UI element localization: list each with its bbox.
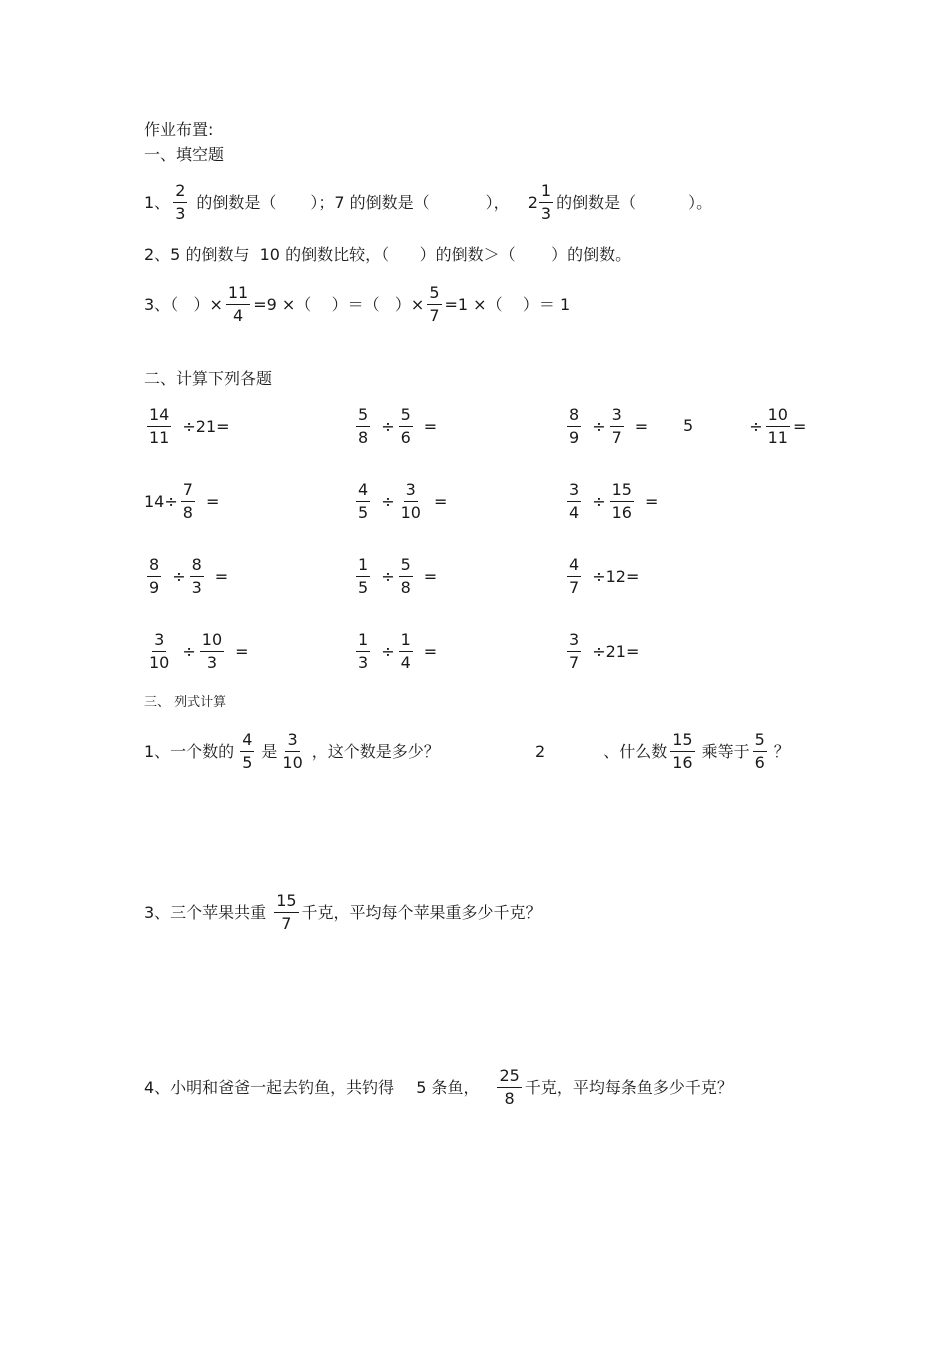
fraction: $\frac{8}{9}$ — [569, 405, 580, 447]
fraction: $\frac{14}{11}$ — [149, 405, 170, 447]
question-text: =1 ×（ ）＝ 1 — [444, 294, 571, 314]
division-operator: ÷21= — [592, 641, 640, 661]
calc-item-extra — [683, 406, 806, 447]
question-text: 是 — [261, 741, 278, 761]
fraction: $\frac{5}{8}$ — [358, 405, 369, 447]
calc-item — [353, 481, 447, 522]
fraction: $\frac{4}{5}$ — [358, 480, 369, 522]
question-text: ）。 — [688, 192, 713, 212]
word-problem-1 — [144, 731, 440, 772]
equals-sign: = — [423, 416, 438, 436]
division-operator: ÷ — [172, 566, 186, 586]
worksheet-title: 作业布置: — [144, 120, 214, 139]
fraction: $\frac{15}{16}$ — [611, 480, 632, 522]
division-operator: ÷ — [381, 641, 395, 661]
question-text: ？ — [773, 741, 790, 761]
word-problem-3 — [144, 892, 542, 933]
fraction: $\frac{3}{7}$ — [569, 630, 580, 672]
fraction: $\frac{15}{7}$ — [276, 891, 297, 933]
calc-item — [564, 556, 639, 597]
division-operator: ÷ — [749, 416, 763, 436]
question-text: =9 ×（ ）＝（ ）× — [253, 294, 425, 314]
calc-item — [144, 631, 249, 672]
equals-sign: = — [644, 491, 659, 511]
fraction: $\frac{3}{10}$ — [149, 630, 170, 672]
fraction: $\frac{10}{11}$ — [767, 405, 788, 447]
calc-item — [353, 406, 437, 447]
division-operator: ÷ — [592, 491, 606, 511]
calc-item — [144, 406, 230, 447]
equals-sign: = — [235, 641, 249, 661]
fraction: $\frac{4}{7}$ — [569, 555, 580, 597]
fraction: $\frac{15}{16}$ — [672, 730, 693, 772]
whole-number: 5 — [683, 415, 694, 435]
question-text: 3、三个苹果共重 — [144, 902, 267, 922]
section-1-title: 一、填空题 — [144, 145, 225, 164]
section-3-title: 三、 列式计算 — [144, 695, 227, 710]
calc-item — [144, 481, 219, 522]
calc-item — [564, 406, 648, 447]
fill-question-2: 2、5 的倒数与 10 的倒数比较，（ ）的倒数＞（ ）的倒数。 — [144, 245, 632, 264]
division-operator: ÷12= — [592, 566, 640, 586]
fraction: $\frac{3}{10}$ — [282, 730, 303, 772]
equals-sign: = — [433, 491, 448, 511]
expression-prefix: 14÷ — [144, 491, 178, 511]
calc-item — [353, 556, 437, 597]
fraction: $\frac{11}{4}$ — [227, 283, 249, 325]
question-number: 1、 — [144, 192, 171, 212]
equals-sign: = — [214, 566, 229, 586]
word-problem-2 — [535, 731, 790, 772]
question-text: 的倒数是（ — [196, 192, 277, 212]
division-operator: ÷ — [381, 491, 395, 511]
mixed-number-whole: 2 — [527, 192, 538, 212]
fraction: $\frac{10}{3}$ — [201, 630, 223, 672]
equals-sign: = — [634, 416, 649, 436]
question-text: ）， — [485, 192, 510, 212]
fraction: $\frac{8}{9}$ — [149, 555, 160, 597]
division-operator: ÷21= — [182, 416, 230, 436]
division-operator: ÷ — [381, 566, 395, 586]
question-text: 、什么数 — [603, 741, 668, 761]
fraction: $\frac{8}{3}$ — [191, 555, 202, 597]
fraction: $\frac{2}{3}$ — [175, 181, 186, 223]
question-text: 乘等于 — [701, 741, 750, 761]
fraction: $\frac{1}{5}$ — [358, 555, 369, 597]
section-2-title: 二、计算下列各题 — [144, 369, 273, 388]
fraction: $\frac{7}{8}$ — [182, 480, 193, 522]
question-text: 千克，平均每条鱼多少千克？ — [524, 1077, 733, 1097]
fraction: $\frac{5}{7}$ — [429, 283, 440, 325]
fraction: $\frac{4}{5}$ — [242, 730, 253, 772]
fill-question-3 — [144, 284, 570, 325]
question-text: ，这个数是多少？ — [311, 741, 440, 761]
equals-sign: = — [423, 641, 438, 661]
division-operator: ÷ — [381, 416, 395, 436]
calc-item — [564, 631, 639, 672]
word-problem-4 — [144, 1067, 733, 1108]
fraction: $\frac{5}{6}$ — [400, 405, 411, 447]
equals-sign: = — [205, 491, 220, 511]
question-text: 的倒数是（ — [556, 192, 637, 212]
fraction: $\frac{1}{3}$ — [540, 181, 552, 223]
fraction: $\frac{3}{7}$ — [611, 405, 622, 447]
question-number: 2 — [535, 741, 546, 761]
question-text: ）；7 的倒数是（ — [310, 192, 430, 212]
calc-item — [144, 556, 228, 597]
fill-question-1 — [144, 182, 712, 223]
fraction: $\frac{3}{4}$ — [569, 480, 580, 522]
question-text: 3、（ ）× — [144, 294, 223, 314]
fraction: $\frac{1}{4}$ — [400, 630, 411, 672]
calc-item — [353, 631, 437, 672]
equals-sign: = — [792, 416, 807, 436]
question-text: 4、小明和爸爸一起去钓鱼，共钓得 — [144, 1077, 395, 1097]
fraction: $\frac{1}{3}$ — [358, 630, 369, 672]
question-text: 千克，平均每个苹果重多少千克？ — [301, 902, 542, 922]
fraction: $\frac{25}{8}$ — [499, 1066, 520, 1108]
fraction: $\frac{3}{10}$ — [400, 480, 421, 522]
fraction: $\frac{5}{6}$ — [754, 730, 765, 772]
division-operator: ÷ — [592, 416, 606, 436]
division-operator: ÷ — [182, 641, 196, 661]
equals-sign: = — [423, 566, 438, 586]
question-text: 1、一个数的 — [144, 741, 235, 761]
question-text: 5 条鱼， — [416, 1077, 480, 1097]
calc-item — [564, 481, 658, 522]
fraction: $\frac{5}{8}$ — [400, 555, 411, 597]
